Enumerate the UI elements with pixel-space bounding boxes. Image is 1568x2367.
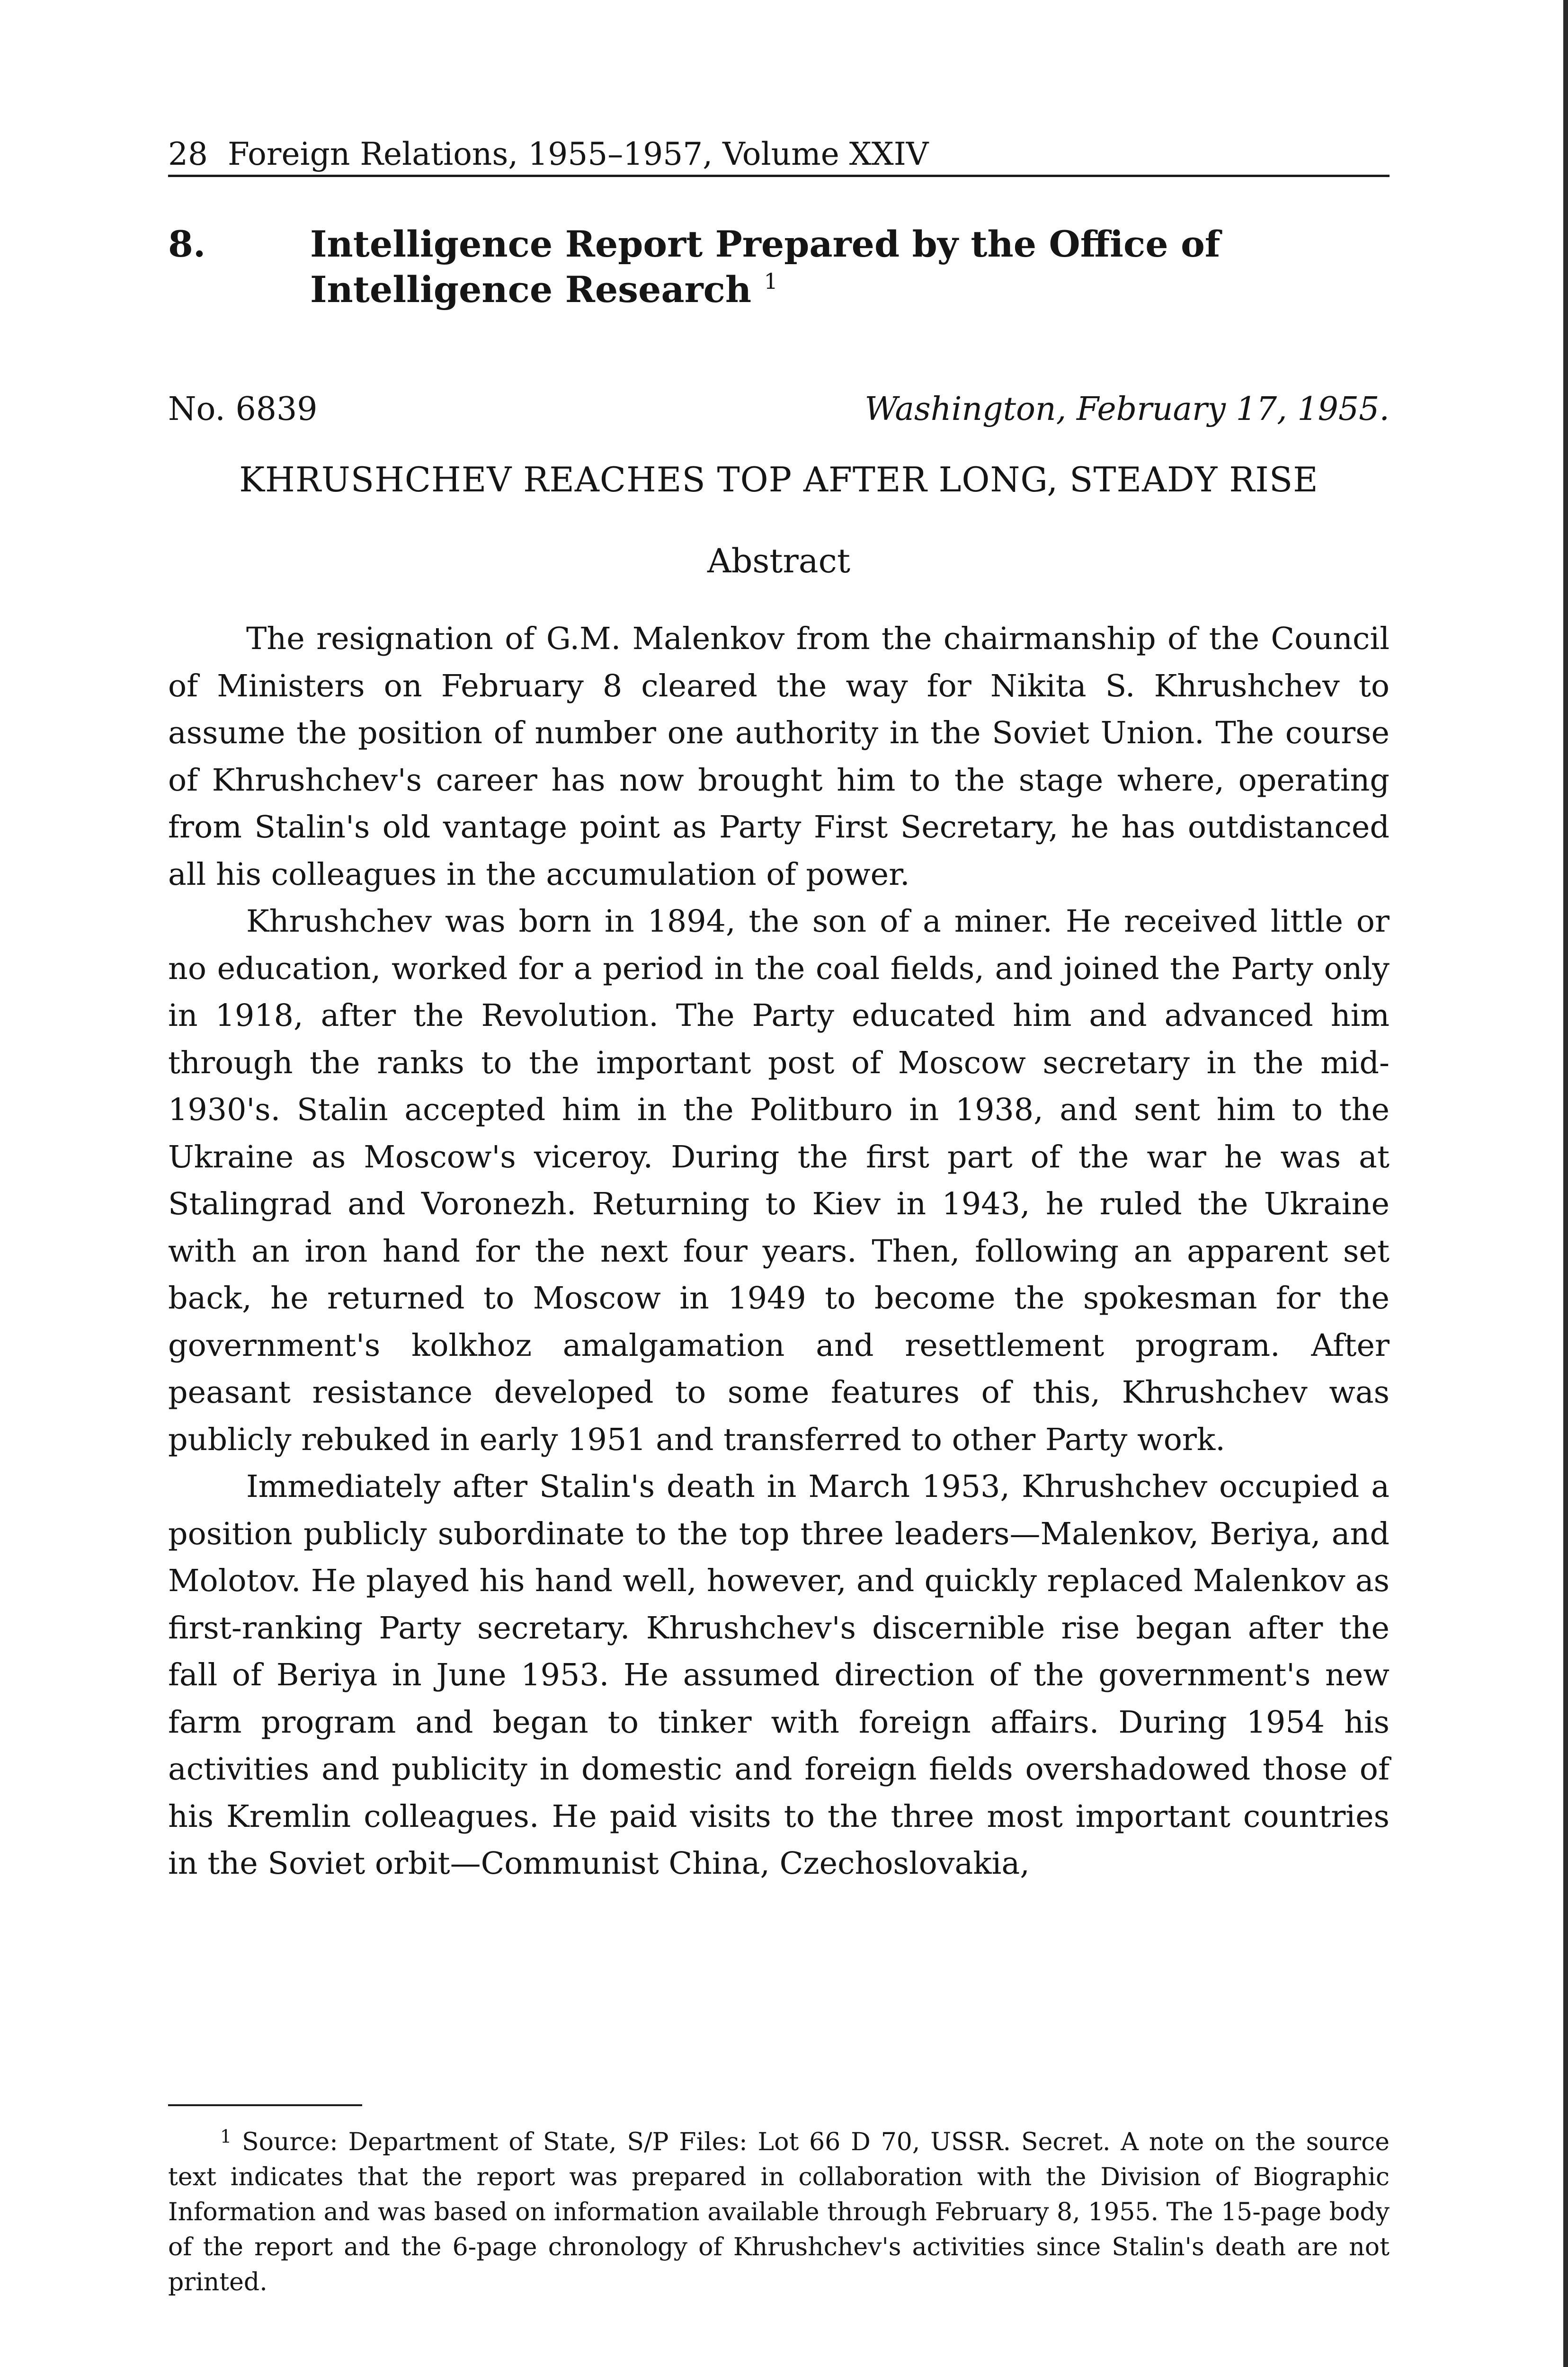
paragraph: Khrushchev was born in 1894, the son of a miner. He received little or no education, worked for a period in the coal fields, and joined the Party only in 1918, after the Revolution. The Party educated him and advanced him through the ranks to the important post of Moscow secretary in the mid-1930's. Stalin accepted him in the Politburo in 1938, and sent him to the Ukraine as Moscow's viceroy. During the first part of the war he was at Stalingrad and Voronezh. Returning to Kiev in 1943, he ruled the Ukraine with an iron hand for the next four years. Then, following an apparent set back, he returned to Moscow in 1949 to become the spokesman for the government's kolkhoz amalgamation and resettlement program. After peasant resistance developed to some features of this, Khrushchev was publicly rebuked in early 1951 and transferred to other Party work. [168, 904, 1390, 1458]
page-edge [1563, 0, 1568, 2367]
footnote [168, 2125, 1390, 2300]
report-number: No. 6839 [168, 391, 318, 428]
footnote-reference[interactable]: 1 [764, 268, 778, 294]
footnote-text: Source: Department of State, S/P Files: Lot 66 D 70, USSR. Secret. A note on the source text indicates that the report was prepared in collaboration with the Division of Biographic Information and was based on information available through February 8, 1955. The 15-page body of the report and the 6-page chronology of Khrushchev's activities since Stalin's death are not printed. [168, 2128, 1390, 2296]
report-title: KHRUSHCHEV REACHES TOP AFTER LONG, STEADY RISE [239, 460, 1319, 499]
document-number: 8. [168, 223, 206, 265]
footnote-divider [168, 2104, 362, 2106]
footnote-mark: 1 [220, 2126, 232, 2147]
body-text [168, 615, 1390, 1887]
section-label-abstract: Abstract [707, 542, 850, 580]
document-meta [168, 388, 1390, 431]
document-title [310, 222, 1390, 312]
dateline: Washington, February 17, 1955. [864, 391, 1390, 428]
document-heading [168, 222, 1390, 312]
paragraph: Immediately after Stalin's death in March 1953, Khrushchev occupied a position publicly subordinate to the top three leaders—Malenkov, Beriya, and Molotov. He played his hand well, however, and quickly replaced Malenkov as first-ranking Party secretary. Khrushchev's discernible rise began after the fall of Beriya in June 1953. He assumed direction of the government's new farm program and began to tinker with foreign affairs. During 1954 his activities and publicity in domestic and foreign fields overshadowed those of his Kremlin colleagues. He paid visits to the three most important countries in the Soviet orbit—Communist China, Czechoslovakia, [168, 1469, 1390, 1881]
page-number: 28 [168, 136, 208, 172]
document-title-text: Intelligence Report Prepared by the Office of Intelligence Research [310, 223, 1221, 311]
paragraph: The resignation of G.M. Malenkov from the chairmanship of the Council of Ministers on February 8 cleared the way for Nikita S. Khrushchev to assume the position of number one authority in the Soviet Union. The course of Khrushchev's career has now brought him to the stage where, operating from Stalin's old vantage point as Party First Secretary, he has outdistanced all his colleagues in the accumulation of power. [168, 621, 1390, 892]
publication-title: Foreign Relations, 1955–1957, Volume XXIV [227, 136, 929, 172]
running-head [168, 135, 1390, 177]
